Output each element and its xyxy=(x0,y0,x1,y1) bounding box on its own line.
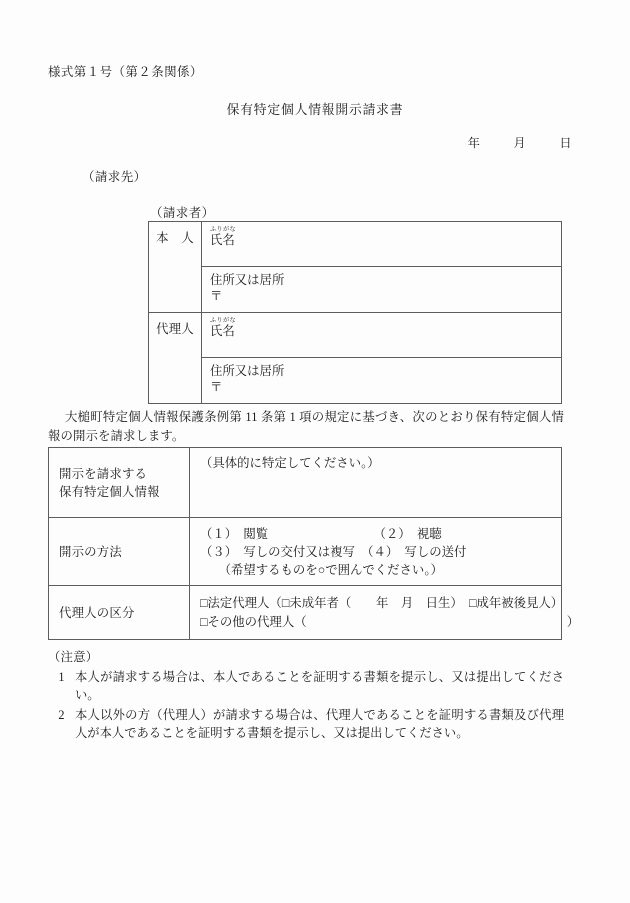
requested-info-label-line1: 開示を請求する xyxy=(59,466,148,481)
agent-address-cell[interactable] xyxy=(202,358,562,404)
intro-line-1: 大槌町特定個人情報保護条例第 11 条第 1 項の規定に基づき、次のとおり保有特定個人情報 xyxy=(48,410,564,443)
self-address-cell[interactable] xyxy=(202,267,562,313)
requester-self-label: 本 人 xyxy=(149,222,202,313)
method-instruction: （希望するものを○で囲んでください。） xyxy=(200,563,443,577)
table-row-disclosure-method xyxy=(49,518,562,586)
requester-table xyxy=(148,221,562,404)
addressee-label: （請求先） xyxy=(82,170,147,184)
agent-name-cell[interactable] xyxy=(202,313,562,358)
agent-category-options[interactable] xyxy=(190,586,580,640)
intro-line-2: の開示を請求します。 xyxy=(60,429,185,443)
name-label: 氏名 xyxy=(210,324,235,338)
requester-caption: （請求者） xyxy=(150,206,215,220)
notes-title: （注意） xyxy=(48,650,99,664)
address-label: 住所又は居所 xyxy=(210,364,285,378)
date-line xyxy=(468,134,572,151)
list-item xyxy=(48,668,564,705)
requested-info-label xyxy=(49,448,190,518)
disclosure-method-label: 開示の方法 xyxy=(49,518,190,586)
postal-mark-icon: 〒 xyxy=(210,380,223,394)
self-name-cell[interactable] xyxy=(202,222,562,267)
name-label: 氏名 xyxy=(210,233,235,247)
address-label: 住所又は居所 xyxy=(210,273,285,287)
method-option-line-2[interactable]: （３） 写しの交付又は複写 （４） 写しの送付 xyxy=(200,545,467,559)
agent-category-label: 代理人の区分 xyxy=(49,586,190,640)
form-number: 様式第１号（第２条関係） xyxy=(48,65,203,79)
intro-paragraph xyxy=(48,408,564,446)
note-number: 1 xyxy=(58,669,65,684)
agent-checkbox-legal[interactable]: □法定代理人（□未成年者（ 年 月 日生） □成年被後見人） xyxy=(200,596,564,610)
agent-checkbox-other[interactable]: □その他の代理人（ ） xyxy=(200,615,580,629)
requested-info-hint: （具体的に特定してください。） xyxy=(200,456,380,470)
table-row xyxy=(149,222,562,267)
table-row-agent-category xyxy=(49,586,562,640)
disclosure-method-options[interactable] xyxy=(190,518,562,586)
document-title: 保有特定個人情報開示請求書 xyxy=(226,103,404,117)
requested-info-input[interactable] xyxy=(190,448,562,518)
table-row xyxy=(149,267,562,313)
furigana-label: ふりがな xyxy=(210,317,236,324)
note-number: 2 xyxy=(58,707,65,722)
table-row-requested-info xyxy=(49,448,562,518)
list-item xyxy=(48,706,564,743)
postal-mark-icon: 〒 xyxy=(210,289,223,303)
note-text: 本人が請求する場合は、本人であることを証明する書類を提示し、又は提出してください。 xyxy=(75,669,564,702)
furigana-label: ふりがな xyxy=(210,226,236,233)
notes-section xyxy=(48,648,564,743)
date-day-label: 日 xyxy=(559,136,572,150)
table-row xyxy=(149,313,562,358)
date-year-label: 年 xyxy=(467,136,481,150)
requester-agent-label: 代理人 xyxy=(149,313,202,404)
request-details-table xyxy=(48,447,580,640)
requested-info-label-line2: 保有特定個人情報 xyxy=(59,484,160,499)
note-text: 本人以外の方（代理人）が請求する場合は、代理人であることを証明する書類及び代理人が本人であることを証明する書類を提示し、又は提出してください。 xyxy=(75,707,564,740)
date-month-label: 月 xyxy=(513,136,527,150)
method-option-line-1[interactable]: （１） 閲覧 （２） 視聴 xyxy=(200,527,442,541)
table-row xyxy=(149,358,562,404)
